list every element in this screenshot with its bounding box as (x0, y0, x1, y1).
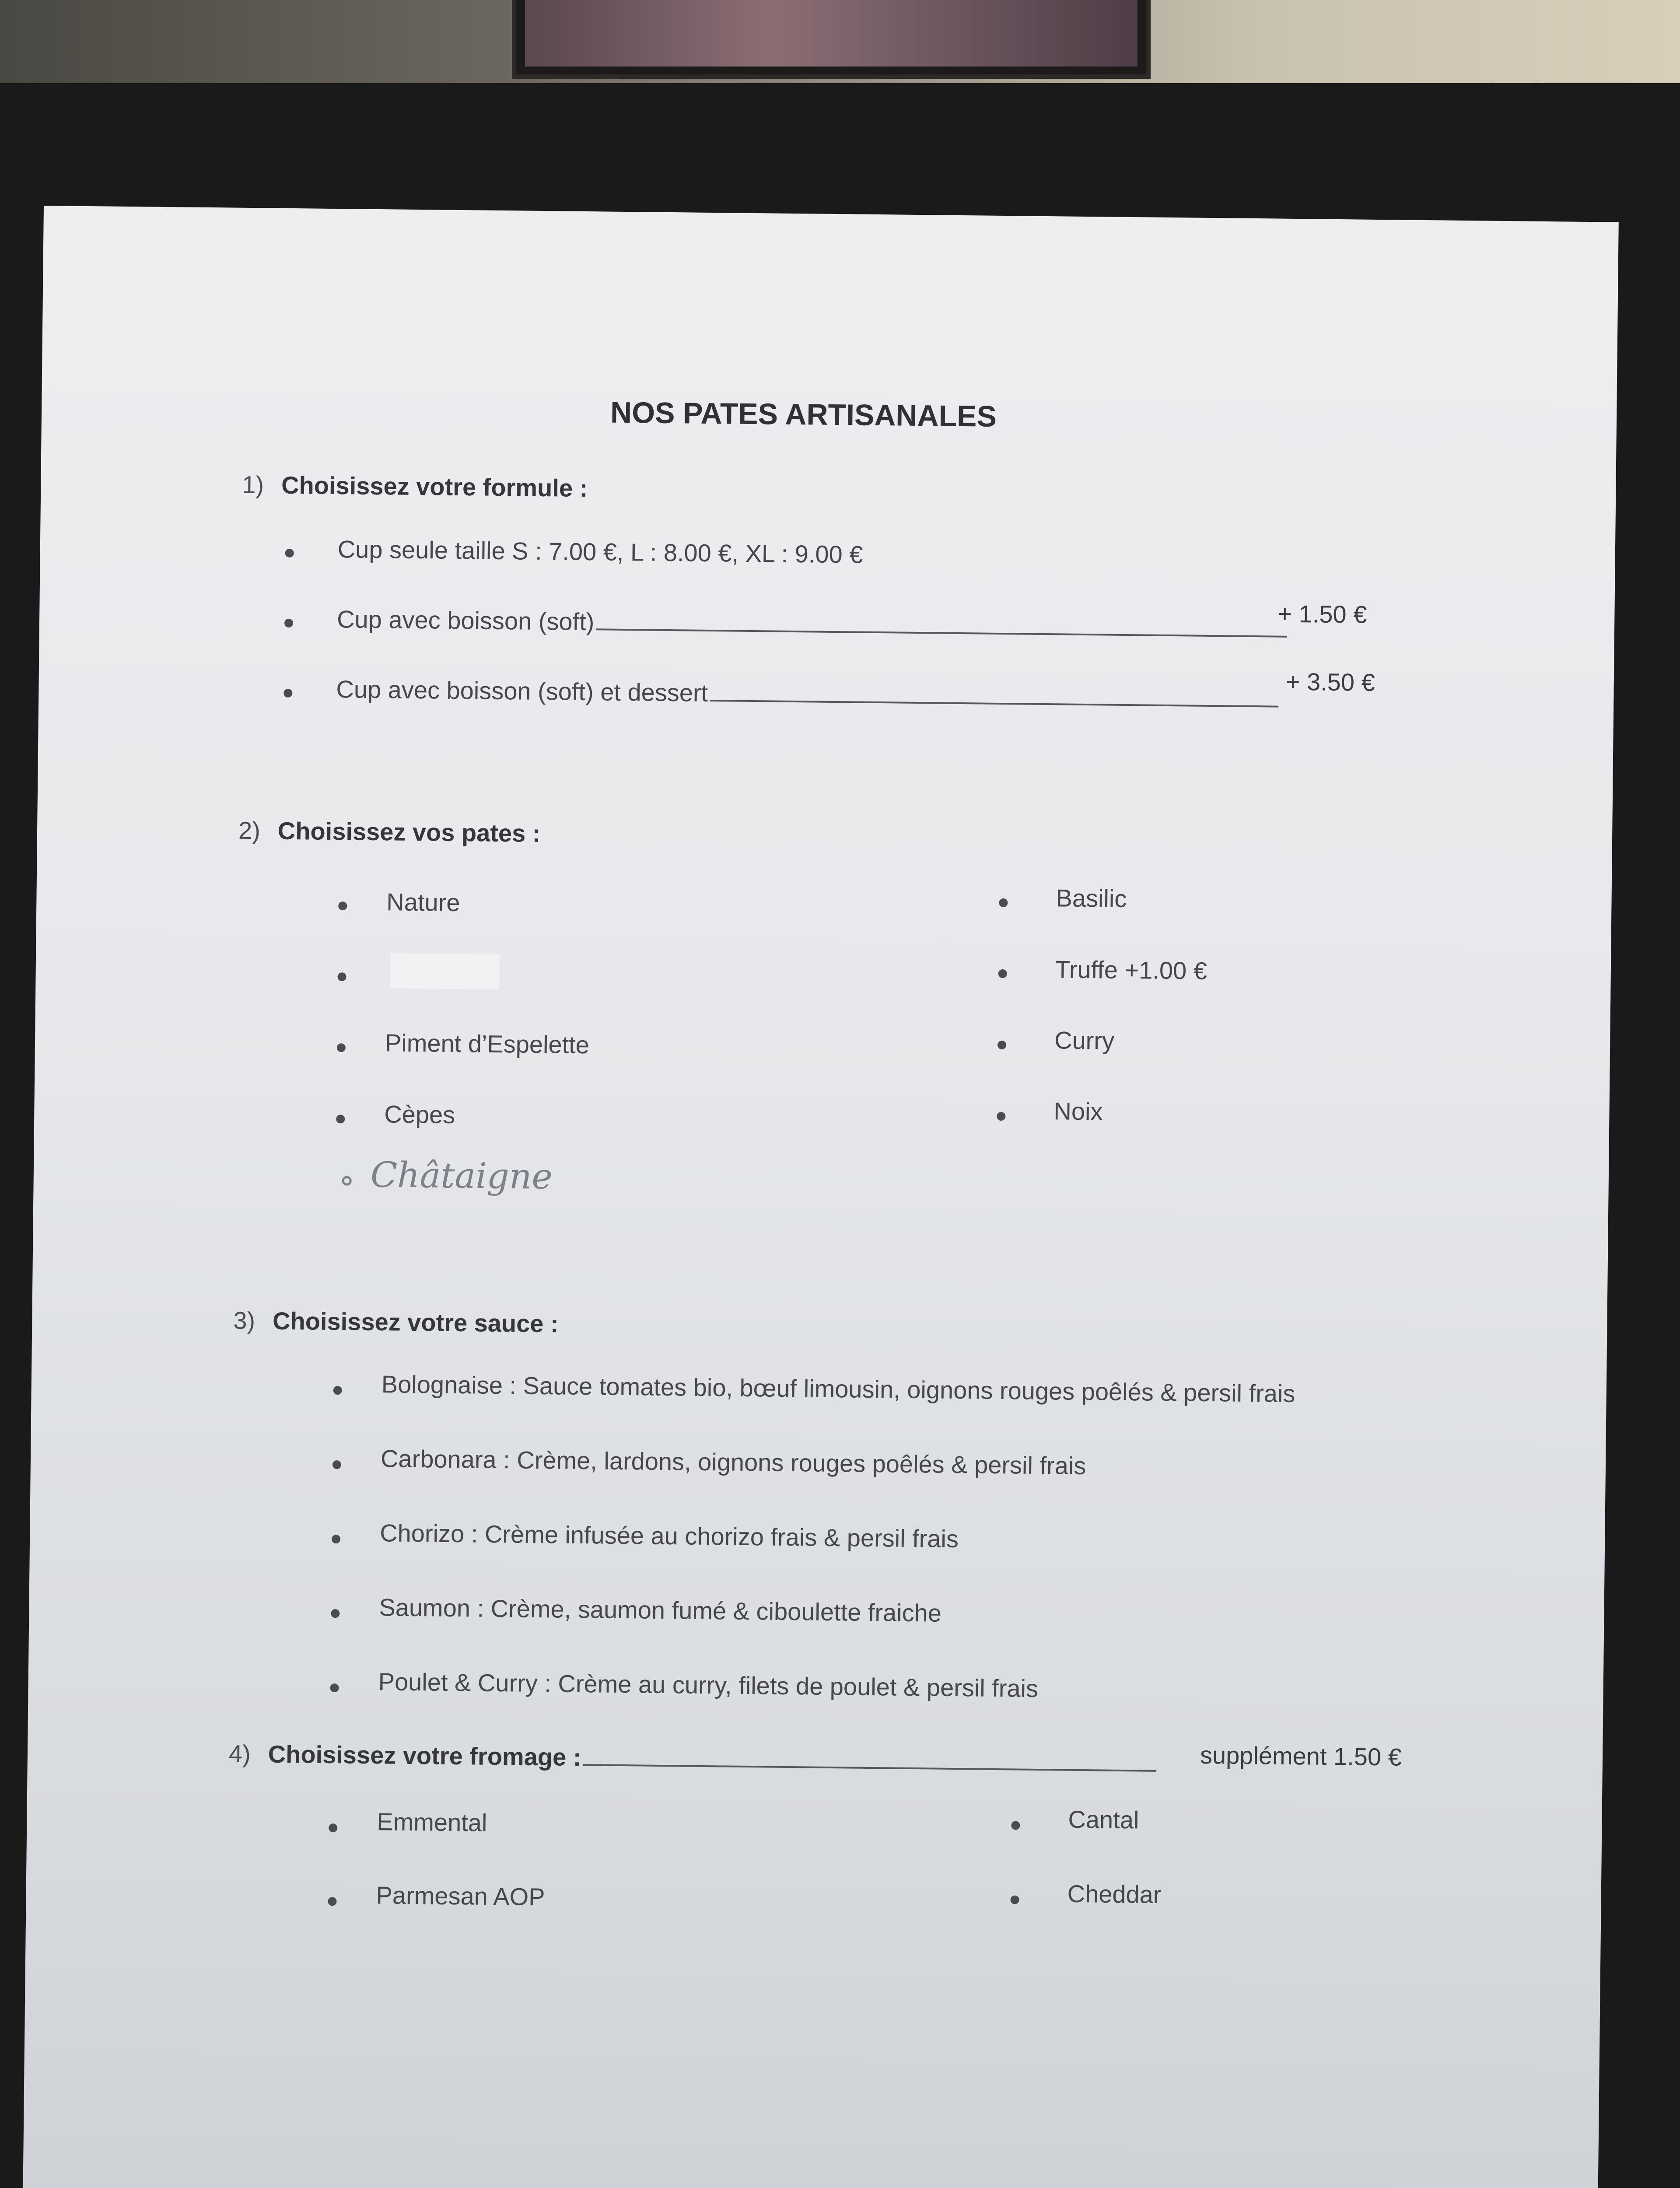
handwritten-bullet (342, 1176, 352, 1185)
bullet (330, 1683, 339, 1692)
fromage-cheddar: Cheddar (1067, 1879, 1162, 1908)
sauce-bolognaise: Bolognaise : Sauce tomates bio, bœuf limousin, oignons rouges poêlés & persil frais (381, 1370, 1295, 1408)
bullet (336, 1115, 345, 1123)
pates-noix: Noix (1054, 1097, 1103, 1126)
bullet (999, 898, 1008, 907)
bullet (329, 1823, 337, 1832)
section-fromage-heading (229, 1739, 1158, 1778)
fromage-cantal: Cantal (1068, 1805, 1139, 1834)
section-formule-heading (242, 470, 588, 502)
sauce-saumon: Saumon : Crème, saumon fumé & ciboulette fraiche (379, 1593, 942, 1627)
bullet (332, 1535, 340, 1543)
section-title: Choisissez votre sauce : (272, 1307, 559, 1338)
section-pates-heading (238, 816, 541, 848)
section-sauce-heading (233, 1306, 559, 1338)
section-number: 2) (238, 816, 261, 845)
bullet (997, 1112, 1005, 1121)
bullet (285, 549, 294, 558)
sauce-poulet-curry: Poulet & Curry : Crème au curry, filets de poulet & persil frais (378, 1668, 1039, 1702)
sauce-chorizo: Chorizo : Crème infusée au chorizo frais & persil frais (379, 1519, 959, 1553)
formule-label: Cup avec boisson (soft) et dessert (336, 675, 708, 707)
menu-title: NOS PATES ARTISANALES (610, 396, 997, 433)
leader-line (596, 628, 1287, 638)
formule-label: Cup avec boisson (soft) (336, 605, 595, 636)
leader-line (710, 700, 1278, 708)
bullet (284, 619, 293, 628)
bullet (998, 1041, 1006, 1049)
section-number: 1) (242, 470, 264, 499)
pates-nature: Nature (386, 888, 460, 917)
formule-cup-boisson-dessert-price: + 3.50 € (1285, 667, 1376, 696)
bullet (284, 689, 292, 698)
bullet (328, 1897, 336, 1906)
pates-piment-espelette: Piment d’Espelette (385, 1029, 590, 1059)
bullet (338, 901, 347, 910)
bullet (332, 1460, 341, 1469)
pates-truffe: Truffe +1.00 € (1055, 955, 1208, 985)
section-number: 3) (233, 1306, 256, 1335)
leader-line (583, 1764, 1156, 1772)
section-title: Choisissez votre formule : (281, 471, 588, 502)
bullet (331, 1609, 340, 1618)
fromage-parmesan: Parmesan AOP (376, 1881, 545, 1911)
fromage-supplement: supplément 1.50 € (1200, 1741, 1402, 1771)
formule-cup-boisson-dessert (336, 675, 1280, 713)
television (512, 0, 1151, 79)
sauce-carbonara: Carbonara : Crème, lardons, oignons rouges poêlés & persil frais (380, 1445, 1086, 1480)
television-screen (525, 0, 1138, 67)
section-title: Choisissez vos pates : (277, 817, 541, 847)
pates-cepes: Cèpes (384, 1100, 455, 1129)
bullet (337, 972, 346, 981)
formule-cup-boisson-price: + 1.50 € (1278, 600, 1367, 628)
formule-cup-seule: Cup seule taille S : 7.00 €, L : 8.00 €, XL : 9.00 € (337, 535, 863, 568)
pates-basilic: Basilic (1056, 884, 1127, 913)
bullet (337, 1043, 346, 1052)
bullet (1011, 1821, 1020, 1830)
bullet (998, 969, 1007, 978)
handwritten-chataigne: Châtaigne (370, 1154, 553, 1197)
pates-curry: Curry (1054, 1026, 1115, 1055)
bullet (1010, 1895, 1019, 1904)
bullet (333, 1386, 342, 1395)
redacted-blank (390, 953, 500, 989)
fromage-emmental: Emmental (377, 1808, 487, 1837)
menu-sheet (22, 206, 1618, 2188)
formule-cup-boisson (337, 605, 1289, 643)
section-number: 4) (228, 1739, 251, 1768)
section-title: Choisissez votre fromage : (268, 1740, 581, 1771)
